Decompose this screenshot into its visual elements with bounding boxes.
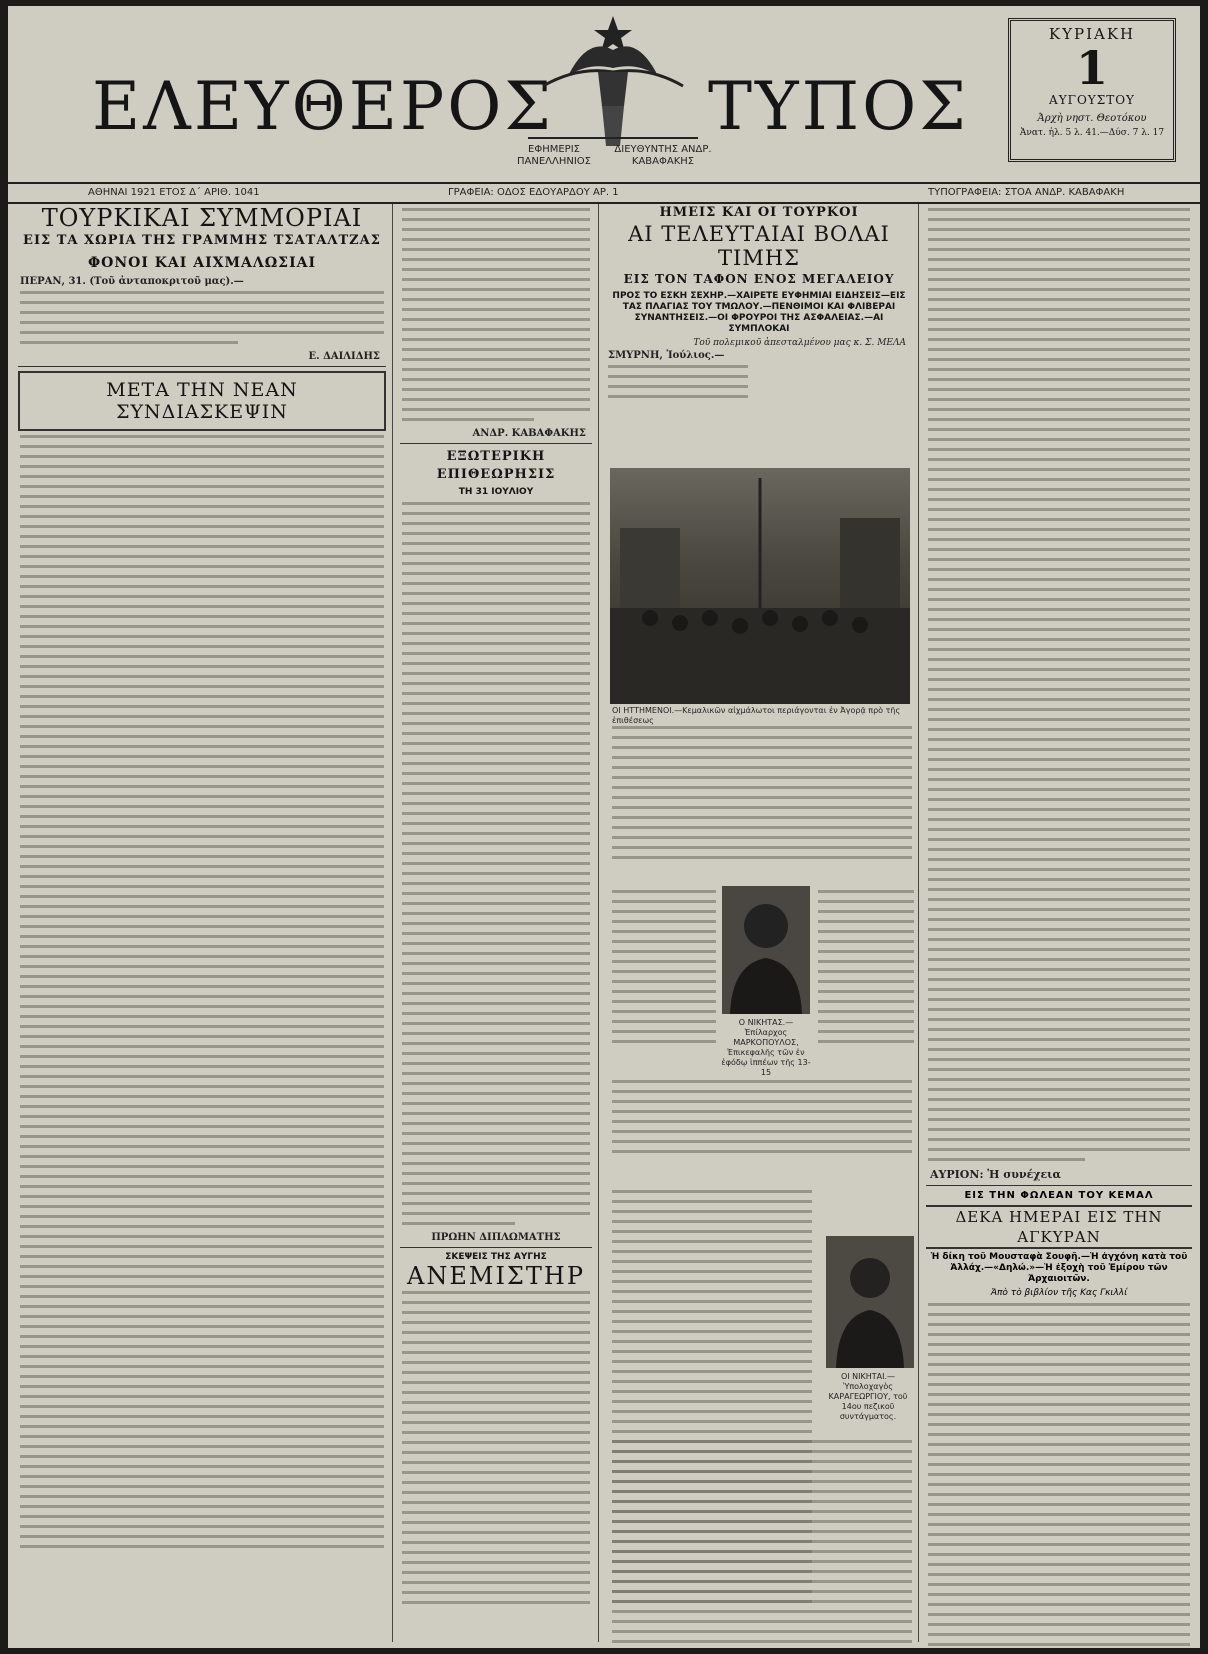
office-address: ΓΡΑΦΕΙΑ: ΟΔΟΣ ΕΔΟΥΑΡΔΟΥ ΑΡ. 1 bbox=[448, 187, 619, 198]
dateline-peran: ΠΕΡΑΝ, 31. (Τοῦ ἀνταποκριτοῦ μας).— bbox=[20, 276, 244, 287]
portrait-karageorgiou bbox=[826, 1236, 914, 1368]
torch-emblem-icon bbox=[528, 6, 698, 154]
box-kicker-kemal: ΕΙΣ ΤΗΝ ΦΩΛΕΑΝ ΤΟΥ ΚΕΜΑΛ bbox=[964, 1190, 1154, 1201]
article-body bbox=[612, 1080, 912, 1160]
prisoners-photo bbox=[610, 468, 910, 704]
article-body bbox=[402, 1291, 590, 1604]
headline-last-volleys: ΑΙ ΤΕΛΕΥΤΑΙΑΙ ΒΟΛΑΙ ΤΙΜΗΣ bbox=[628, 222, 890, 270]
portrait-markopoulos bbox=[722, 886, 810, 1014]
signature-dailidis: Ε. ΔΑΙΛΙΔΗΣ bbox=[308, 351, 380, 362]
signature-kavafakis: ΑΝΔΡ. ΚΑΒΑΦΑΚΗΣ bbox=[472, 428, 586, 439]
article-body bbox=[402, 208, 590, 421]
article-body bbox=[818, 890, 914, 1050]
article-body bbox=[612, 1440, 912, 1648]
article-body bbox=[928, 1303, 1190, 1648]
box-source: Ἀπὸ τὸ βιβλίον τῆς Κας Γκιλλί bbox=[990, 1288, 1128, 1298]
photo-caption-prisoners: ΟΙ ΗΤΤΗΜΕΝΟΙ.—Κεμαλικῶν αἰχμάλωτοι περιάγονται ἐν Ἀγορᾷ πρὸ τῆς ἐπιθέσεως bbox=[612, 706, 901, 725]
subhead-chatalja: ΕΙΣ ΤΑ ΧΩΡΙΑ ΤΗΣ ΓΡΑΜΜΗΣ ΤΣΑΤΑΛΤΖΑΣ bbox=[23, 233, 381, 248]
continued-tomorrow: ΑΥΡΙΟΝ: Ἡ συνέχεια bbox=[930, 1168, 1061, 1181]
date-day: ΚΥΡΙΑΚΗ bbox=[1048, 25, 1136, 43]
newspaper-page bbox=[8, 6, 1200, 1648]
publication-type: ΕΦΗΜΕΡΙΣ ΠΑΝΕΛΛΗΝΙΟΣ bbox=[517, 144, 591, 167]
headline-foreign-review: ΕΞΩΤΕΡΙΚΗ ΕΠΙΘΕΩΡΗΣΙΣ bbox=[436, 449, 556, 482]
publication-director: ΔΙΕΥΘΥΝΤΗΣ ΑΝΔΡ. ΚΑΒΑΦΑΚΗΣ bbox=[614, 144, 712, 167]
masthead bbox=[8, 6, 1200, 182]
dateline-smyrna: ΣΜΥΡΝΗ, Ἰούλιος.— bbox=[608, 350, 725, 361]
officer-portrait-image bbox=[722, 886, 810, 1014]
headline-anemistir: ΑΝΕΜΙΣΤΗΡ bbox=[407, 1262, 585, 1290]
portrait-caption-karageorgiou: ΟΙ ΝΙΚΗΤΑΙ.—Ὑπολοχαγὸς ΚΑΡΑΓΕΩΡΓΙΟΥ, τοῦ 14ου πεζικοῦ συντάγματος. bbox=[828, 1372, 908, 1421]
article-body bbox=[608, 365, 748, 398]
date-month: ΑΥΓΟΥΣΤΟΥ bbox=[1049, 93, 1135, 107]
street-scene-image bbox=[610, 468, 910, 704]
date-feast: Ἀρχὴ νηστ. Θεοτόκου bbox=[1037, 113, 1147, 124]
box-deck: Ἡ δίκη τοῦ Μουσταφὰ Σουφῆ.—Ἡ ἀγχόνη κατὰ τοῦ Ἀλλάχ.—«Δηλώ.»—Ἡ ἐξοχὴ τοῦ Ἐμίρου τῶν Ἀρχαιοιτῶν. bbox=[930, 1252, 1188, 1284]
column-4 bbox=[926, 204, 1192, 1648]
kicker-us-and-turks: ΗΜΕΙΣ ΚΑΙ ΟΙ ΤΟΥΡΚΟΙ bbox=[659, 205, 859, 220]
sunrise-sunset: Ἀνατ. ἡλ. 5 λ. 41.—Δύσ. 7 λ. 17 bbox=[1019, 128, 1165, 138]
column-rule bbox=[598, 204, 599, 1642]
article-body bbox=[612, 726, 912, 866]
story-deck: ΠΡΟΣ ΤΟ ΕΣΚΗ ΣΕΧΗΡ.—ΧΑΙΡΕΤΕ ΕΥΦΗΜΙΑΙ ΕΙΔΗΣΕΙΣ—ΕΙΣ ΤΑΣ ΠΛΑΓΙΑΣ ΤΟΥ ΤΜΩΛΟΥ.—ΠΕΝΘΙΜΟΙ ΚΑΙ ΦΛΙΒΕΡΑΙ ΣΥΝΑΝΤΗΣΕΙΣ.—ΟΙ ΦΡΟΥΡΟΙ ΤΗΣ ΑΣΦΑΛΕΙΑΣ.—ΑΙ ΣΥΜΠΛΟΚΑΙ bbox=[612, 291, 906, 334]
anemistir-kicker: ΣΚΕΨΕΙΣ ΤΗΣ ΑΥΓΗΣ bbox=[445, 1252, 547, 1262]
headline-ten-days-ankara: ΔΕΚΑ ΗΜΕΡΑΙ ΕΙΣ ΤΗΝ ΑΓΚΥΡΑΝ bbox=[926, 1205, 1192, 1249]
column-rule bbox=[918, 204, 919, 1642]
subhead-grave: ΕΙΣ ΤΟΝ ΤΑΦΟΝ ΕΝΟΣ ΜΕΓΑΛΕΙΟΥ bbox=[623, 272, 895, 286]
column-rule bbox=[392, 204, 393, 1642]
article-body bbox=[402, 502, 590, 1225]
signature-diplomat: ΠΡΩΗΝ ΔΙΠΛΩΜΑΤΗΣ bbox=[431, 1232, 561, 1243]
column-2 bbox=[400, 204, 592, 1648]
article-body bbox=[20, 291, 384, 344]
subhead-murders: ΦΟΝΟΙ ΚΑΙ ΑΙΧΜΑΛΩΣΙΑΙ bbox=[87, 255, 317, 271]
info-bar bbox=[8, 182, 1200, 204]
masthead-title-right: ΤΥΠΟΣ bbox=[708, 68, 969, 145]
review-date: ΤΗ 31 ΙΟΥΛΙΟΥ bbox=[458, 487, 534, 497]
headline-turkish-bands: ΤΟΥΡΚΙΚΑΙ ΣΥΜΜΟΡΙΑΙ bbox=[41, 204, 363, 232]
officer-portrait-image bbox=[826, 1236, 914, 1368]
date-box bbox=[1008, 18, 1176, 162]
issue-info: ΑΘΗΝΑΙ 1921 ΕΤΟΣ Δ΄ ΑΡΙΘ. 1041 bbox=[88, 187, 260, 198]
headline-after-conference: ΜΕΤΑ ΤΗΝ ΝΕΑΝ ΣΥΝΔΙΑΣΚΕΨΙΝ bbox=[18, 371, 386, 431]
byline-melas: Τοῦ πολεμικοῦ ἀπεσταλμένου μας κ. Σ. ΜΕΛΑ bbox=[693, 338, 906, 348]
portrait-caption-markopoulos: Ο ΝΙΚΗΤΑΣ.—Ἐπίλαρχος ΜΑΡΚΟΠΟΥΛΟΣ, Ἐπικεφαλῆς τῶν ἐν ἐφόδῳ ἱππέων τῆς 13-15 bbox=[721, 1018, 811, 1077]
article-body bbox=[612, 890, 716, 1050]
article-body bbox=[20, 435, 384, 1548]
print-address: ΤΥΠΟΓΡΑΦΕΙΑ: ΣΤΟΑ ΑΝΔΡ. ΚΑΒΑΦΑΚΗ bbox=[928, 187, 1125, 198]
article-body bbox=[928, 208, 1190, 1161]
column-1 bbox=[18, 204, 386, 1648]
date-number: 1 bbox=[1075, 41, 1108, 95]
masthead-title-left: ΕΛΕΥΘΕΡΟΣ bbox=[92, 68, 555, 145]
